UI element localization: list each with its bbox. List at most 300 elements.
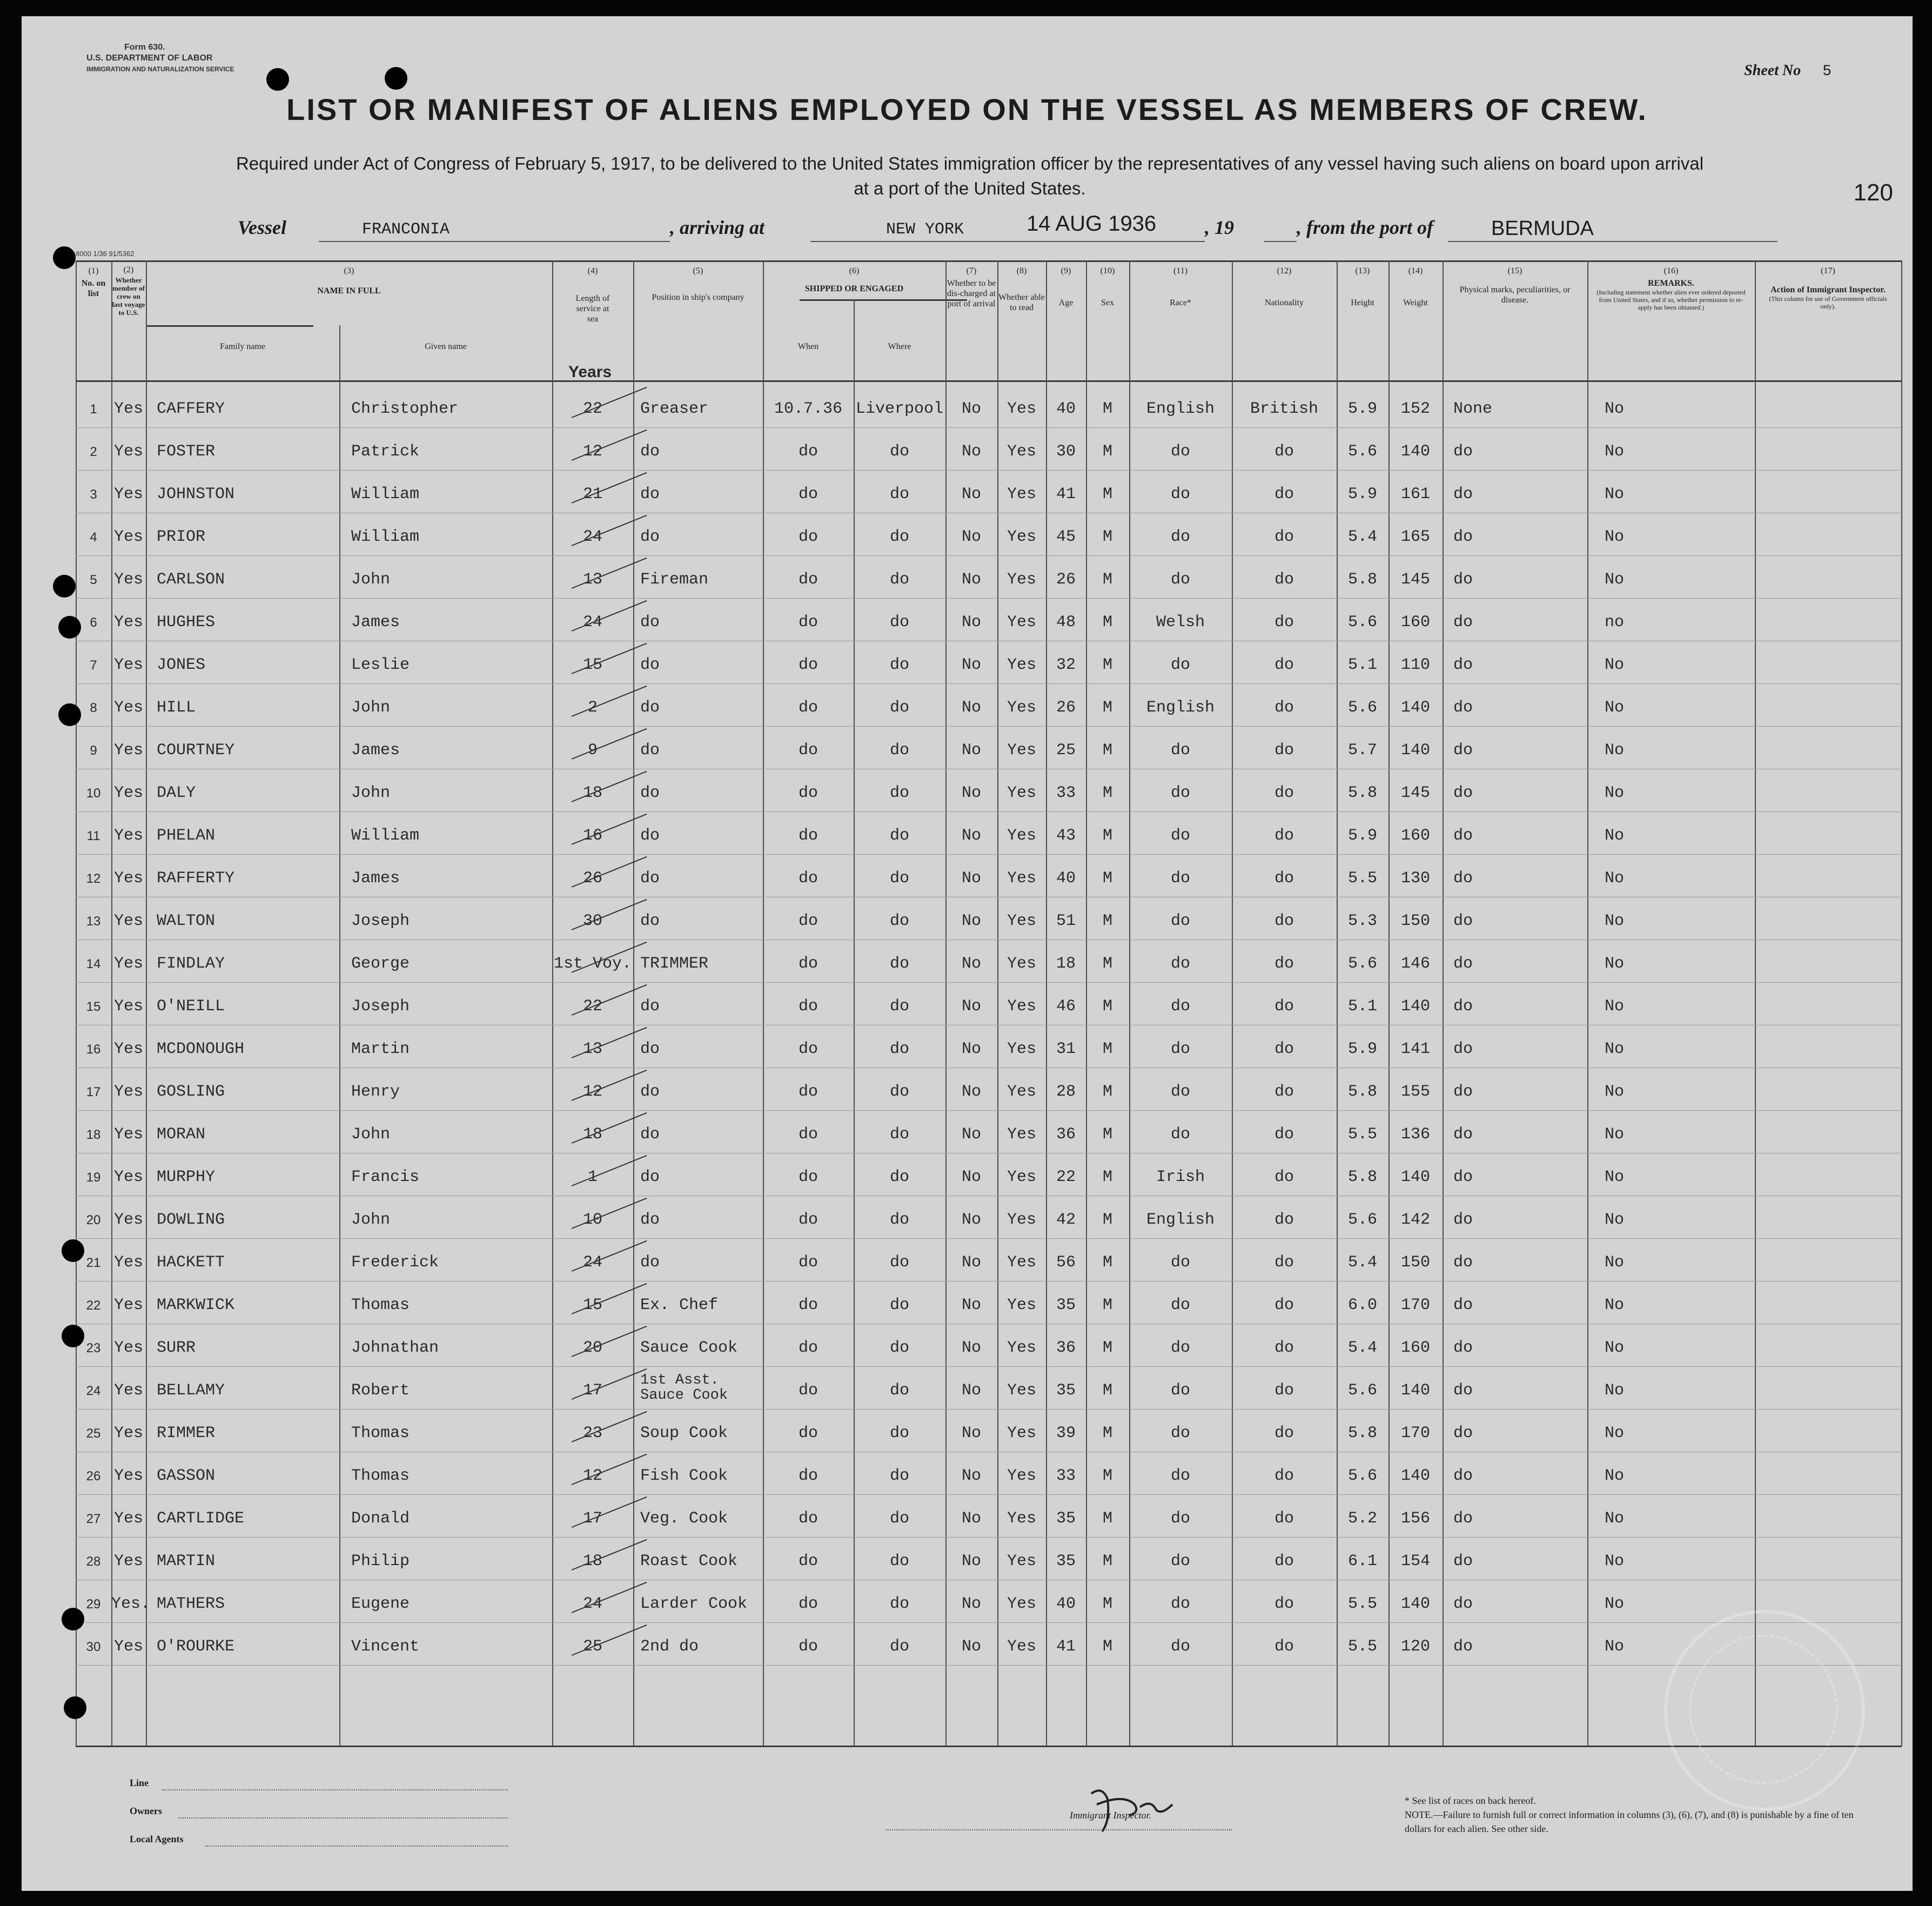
cell-remarks: No [1605,827,1625,845]
cell-weight: 170 [1400,1424,1430,1442]
cell-nationality: do [1274,1211,1294,1229]
cell-member: Yes. [111,1595,151,1613]
cell-where: do [889,1296,909,1314]
cell-read: Yes [1007,1467,1036,1485]
col-number: (1) [88,266,99,276]
cell-when: do [798,1083,818,1101]
cell-weight: 140 [1400,442,1430,461]
cell-given: Robert [351,1381,410,1400]
cell-height: 5.6 [1347,1381,1377,1400]
cell-weight: 140 [1400,1381,1430,1400]
col-header-weight [1388,266,1443,308]
cell-sex: M [1102,400,1112,418]
cell-marks: do [1453,1040,1473,1058]
cell-family: DALY [157,784,196,802]
cell-when: do [798,1339,818,1357]
cell-no: 27 [86,1512,101,1526]
arriving-label: , arriving at [670,217,765,238]
cell-race: do [1170,528,1190,546]
cell-read: Yes [1007,613,1036,632]
cell-remarks: no [1605,613,1625,632]
cell-read: Yes [1007,442,1036,461]
col-title: Whether member of crew on last voyage to U.S. [112,276,145,317]
cell-remarks: No [1605,1125,1625,1144]
cell-weight: 161 [1400,485,1430,504]
cell-remarks: No [1605,1637,1625,1656]
cell-race: do [1170,997,1190,1016]
from-rule [1448,241,1777,242]
cell-position: do [640,528,660,546]
cell-nationality: do [1274,699,1294,717]
col-header-name [146,266,552,296]
cell-read: Yes [1007,528,1036,546]
cell-position: do [640,912,660,930]
cell-given: Henry [351,1083,400,1101]
from-port: BERMUDA [1491,217,1594,240]
cell-when: do [798,1424,818,1442]
cell-age: 42 [1056,1211,1076,1229]
col-note: (This column for use of Government officials only). [1769,295,1887,310]
cell-race: Welsh [1156,613,1205,632]
cell-no: 15 [86,999,101,1014]
cell-race: do [1170,1595,1190,1613]
cell-read: Yes [1007,741,1036,760]
cell-marks: do [1453,1083,1473,1101]
cell-when: do [798,869,818,888]
cell-position: do [640,1168,660,1186]
cell-position: do [640,613,660,632]
punch-hole [53,246,76,269]
cell-member: Yes [113,613,143,632]
col-number: (10) [1100,266,1115,276]
cell-sex: M [1102,1381,1112,1400]
cell-race: do [1170,656,1190,674]
cell-sex: M [1102,784,1112,802]
cell-height: 5.1 [1347,997,1377,1016]
cell-where: do [889,997,909,1016]
cell-no: 17 [86,1085,101,1099]
cell-weight: 140 [1400,741,1430,760]
cell-sex: M [1102,1253,1112,1272]
col-title: Race* [1170,298,1191,307]
cell-no: 5 [90,573,97,587]
cell-age: 56 [1056,1253,1076,1272]
cell-discharged: No [961,741,981,760]
cell-family: PHELAN [157,827,216,845]
cell-weight: 155 [1400,1083,1430,1101]
cell-position: Greaser [640,400,709,418]
cell-marks: do [1453,1253,1473,1272]
cell-height: 5.2 [1347,1509,1377,1528]
row-rule [76,726,1902,727]
inspector-label: Immigrant Inspector. [1070,1810,1151,1821]
cell-member: Yes [113,1083,143,1101]
cell-nationality: do [1274,571,1294,589]
cell-where: do [889,1083,909,1101]
cell-race: Irish [1156,1168,1205,1186]
cell-race: do [1170,571,1190,589]
cell-no: 8 [90,701,97,715]
cell-read: Yes [1007,827,1036,845]
col-number: (4) [587,266,598,276]
table-top-border [76,260,1902,262]
cell-age: 33 [1056,784,1076,802]
cell-read: Yes [1007,1424,1036,1442]
cell-given: John [351,1125,391,1144]
cell-discharged: No [961,784,981,802]
cell-weight: 140 [1400,1467,1430,1485]
cell-given: John [351,1211,391,1229]
table-bottom-border [76,1746,1902,1747]
cell-remarks: No [1605,528,1625,546]
cell-member: Yes [113,699,143,717]
cell-family: JOHNSTON [157,485,235,504]
cell-no: 22 [86,1298,101,1313]
cell-position: do [640,827,660,845]
cell-discharged: No [961,869,981,888]
cell-read: Yes [1007,699,1036,717]
cell-remarks: No [1605,1339,1625,1357]
cell-when: do [798,1040,818,1058]
cell-race: English [1146,1211,1215,1229]
cell-weight: 110 [1400,656,1430,674]
vessel-name: FRANCONIA [362,220,450,239]
cell-family: MARTIN [157,1552,216,1571]
cell-family: WALTON [157,912,216,930]
cell-family: HILL [157,699,196,717]
cell-weight: 152 [1400,400,1430,418]
cell-race: do [1170,485,1190,504]
cell-member: Yes [113,955,143,973]
cell-marks: do [1453,1381,1473,1400]
cell-nationality: do [1274,1424,1294,1442]
cell-discharged: No [961,1296,981,1314]
cell-service: 13 [582,571,602,589]
cell-no: 9 [90,743,97,758]
cell-age: 41 [1056,1637,1076,1656]
cell-family: RAFFERTY [157,869,235,888]
cell-read: Yes [1007,912,1036,930]
cell-marks: do [1453,1509,1473,1528]
cell-race: do [1170,869,1190,888]
cell-weight: 154 [1400,1552,1430,1571]
cell-age: 48 [1056,613,1076,632]
row-rule [76,1665,1902,1666]
cell-discharged: No [961,1168,981,1186]
cell-discharged: No [961,528,981,546]
cell-position: do [640,656,660,674]
cell-read: Yes [1007,955,1036,973]
cell-read: Yes [1007,571,1036,589]
col-header-where: Where [888,342,911,351]
cell-no: 28 [86,1554,101,1569]
col-number: (8) [1016,266,1027,276]
cell-where: do [889,1509,909,1528]
cell-read: Yes [1007,784,1036,802]
cell-given: Donald [351,1509,410,1528]
cell-service: 18 [582,1125,602,1144]
cell-where: do [889,1040,909,1058]
cell-discharged: No [961,400,981,418]
punch-hole [53,575,76,598]
cell-read: Yes [1007,1381,1036,1400]
cell-sex: M [1102,997,1112,1016]
vessel-line [238,212,1777,244]
cell-member: Yes [113,1552,143,1571]
cell-weight: 120 [1400,1637,1430,1656]
col-title: Weight [1403,298,1428,307]
cell-discharged: No [961,485,981,504]
cell-no: 14 [86,957,101,971]
form-number: Form 630. [124,43,165,52]
cell-where: do [889,1595,909,1613]
arriving-rule [810,241,1205,242]
cell-when: do [798,912,818,930]
cell-nationality: do [1274,442,1294,461]
cell-when: do [798,1381,818,1400]
cell-position: Soup Cook [640,1424,728,1442]
cell-sex: M [1102,1211,1112,1229]
cell-where: do [889,1467,909,1485]
cell-sex: M [1102,741,1112,760]
cell-position: do [640,1125,660,1144]
cell-position: Larder Cook [640,1595,748,1613]
cell-height: 5.6 [1347,699,1377,717]
col-title: Action of Immigrant Inspector. [1770,285,1886,294]
cell-marks: do [1453,869,1473,888]
cell-nationality: do [1274,1040,1294,1058]
col-title: Nationality [1265,298,1304,307]
cell-given: Leslie [351,656,410,674]
cell-service: 1st Voy. [553,955,632,973]
cell-weight: 145 [1400,784,1430,802]
cell-when: 10.7.36 [774,400,843,418]
cell-nationality: do [1274,613,1294,632]
cell-height: 5.9 [1347,827,1377,845]
form-identifier [86,42,234,75]
cell-where: do [889,1253,909,1272]
cell-age: 41 [1056,485,1076,504]
cell-when: do [798,1211,818,1229]
manifest-table [76,260,1902,1746]
cell-given: Thomas [351,1296,410,1314]
cell-family: DOWLING [157,1211,225,1229]
cell-no: 13 [86,914,101,929]
cell-when: do [798,1125,818,1144]
cell-sex: M [1102,571,1112,589]
cell-nationality: do [1274,1125,1294,1144]
cell-family: HUGHES [157,613,216,632]
cell-given: Patrick [351,442,420,461]
cell-nationality: British [1250,400,1319,418]
cell-discharged: No [961,1595,981,1613]
cell-no: 4 [90,530,97,545]
cell-member: Yes [113,784,143,802]
cell-weight: 156 [1400,1509,1430,1528]
col-header-given: Given name [425,342,467,351]
cell-service: 16 [582,827,602,845]
cell-age: 28 [1056,1083,1076,1101]
punch-hole [64,1696,86,1719]
cell-discharged: No [961,1040,981,1058]
cell-read: Yes [1007,1253,1036,1272]
cell-service: 25 [582,1637,602,1656]
col-header-shipped [763,266,945,294]
cell-nationality: do [1274,1467,1294,1485]
cell-age: 43 [1056,827,1076,845]
row-rule [76,470,1902,471]
cell-member: Yes [113,571,143,589]
cell-no: 11 [86,829,100,843]
col-line [1755,260,1756,1746]
col-number: (15) [1507,266,1522,276]
cell-where: do [889,827,909,845]
cell-family: MCDONOUGH [157,1040,245,1058]
cell-remarks: No [1605,741,1625,760]
cell-remarks: No [1605,1509,1625,1528]
cell-position: do [640,997,660,1016]
cell-service: 18 [582,784,602,802]
cell-sex: M [1102,1296,1112,1314]
cell-service: 24 [582,613,602,632]
row-rule [76,982,1902,983]
cell-weight: 140 [1400,1168,1430,1186]
cell-when: do [798,1253,818,1272]
cell-member: Yes [113,1467,143,1485]
cell-remarks: No [1605,869,1625,888]
cell-position: do [640,869,660,888]
cell-weight: 170 [1400,1296,1430,1314]
cell-read: Yes [1007,485,1036,504]
cell-marks: do [1453,1339,1473,1357]
cell-remarks: No [1605,955,1625,973]
cell-member: Yes [113,827,143,845]
cell-when: do [798,442,818,461]
cell-no: 29 [86,1597,101,1612]
cell-member: Yes [113,1509,143,1528]
sheet-value: 5 [1822,63,1832,80]
cell-discharged: No [961,1253,981,1272]
cell-read: Yes [1007,400,1036,418]
col-header-inspector [1755,266,1901,310]
col-title: Physical marks, peculiarities, or disease. [1459,285,1571,305]
cell-service: 2 [587,699,598,717]
row-rule [76,1622,1902,1623]
cell-discharged: No [961,827,981,845]
cell-discharged: No [961,955,981,973]
col-number: (9) [1061,266,1071,276]
cell-age: 31 [1056,1040,1076,1058]
cell-race: do [1170,1296,1190,1314]
cell-remarks: No [1605,400,1625,418]
cell-no: 19 [86,1170,101,1185]
cell-given: Joseph [351,997,410,1016]
cell-no: 6 [90,615,97,630]
cell-when: do [798,741,818,760]
col-number: (16) [1663,266,1679,276]
cell-service: 24 [582,1253,602,1272]
col-number: (6) [849,266,860,276]
cell-given: John [351,784,391,802]
cell-sex: M [1102,1339,1112,1357]
sheet-label: Sheet No [1744,62,1801,79]
row-rule [76,1238,1902,1239]
cell-age: 26 [1056,571,1076,589]
cell-position: do [640,741,660,760]
cell-when: do [798,827,818,845]
cell-age: 51 [1056,912,1076,930]
cell-height: 5.9 [1347,485,1377,504]
cell-sex: M [1102,912,1112,930]
cell-service: 21 [582,485,602,504]
cell-nationality: do [1274,1637,1294,1656]
cell-marks: do [1453,997,1473,1016]
agents-label: Local Agents [130,1834,184,1844]
cell-read: Yes [1007,1083,1036,1101]
col-title: Length of service at sea [575,294,610,324]
col-header-when: When [797,342,819,351]
cell-height: 5.9 [1347,400,1377,418]
cell-when: do [798,1509,818,1528]
row-rule [76,683,1902,684]
cell-family: HACKETT [157,1253,225,1272]
cell-age: 35 [1056,1296,1076,1314]
cell-discharged: No [961,1509,981,1528]
cell-nationality: do [1274,827,1294,845]
cell-member: Yes [113,1381,143,1400]
col-number: (5) [693,266,703,276]
cell-race: do [1170,1552,1190,1571]
cell-sex: M [1102,1424,1112,1442]
cell-age: 25 [1056,741,1076,760]
punch-hole [58,616,81,639]
cell-marks: do [1453,1168,1473,1186]
cell-sex: M [1102,827,1112,845]
row-rule [76,1537,1902,1538]
col-title: Age [1058,298,1074,307]
cell-no: 2 [90,445,97,459]
cell-when: do [798,1296,818,1314]
cell-height: 5.4 [1347,528,1377,546]
cell-marks: do [1453,827,1473,845]
cell-given: Joseph [351,912,410,930]
cell-marks: do [1453,528,1473,546]
cell-position: do [640,1253,660,1272]
cell-given: Christopher [351,400,459,418]
owners-label: Owners [130,1806,162,1816]
cell-where: Liverpool [855,400,944,418]
cell-no: 7 [90,658,97,673]
col-header-nationality [1232,266,1337,308]
cell-position: do [640,1040,660,1058]
cell-given: John [351,699,391,717]
row-rule [76,1110,1902,1111]
race-note: * See list of races on back hereof. [1405,1795,1536,1806]
cell-family: CARTLIDGE [157,1509,245,1528]
cell-where: do [889,1381,909,1400]
cell-member: Yes [113,528,143,546]
cell-where: do [889,912,909,930]
cell-service: 17 [582,1381,602,1400]
cell-discharged: No [961,1083,981,1101]
cell-height: 5.5 [1347,1595,1377,1613]
col-number: (13) [1355,266,1370,276]
cell-height: 5.8 [1347,571,1377,589]
cell-age: 40 [1056,1595,1076,1613]
cell-age: 40 [1056,400,1076,418]
cell-read: Yes [1007,1125,1036,1144]
row-rule [76,555,1902,556]
